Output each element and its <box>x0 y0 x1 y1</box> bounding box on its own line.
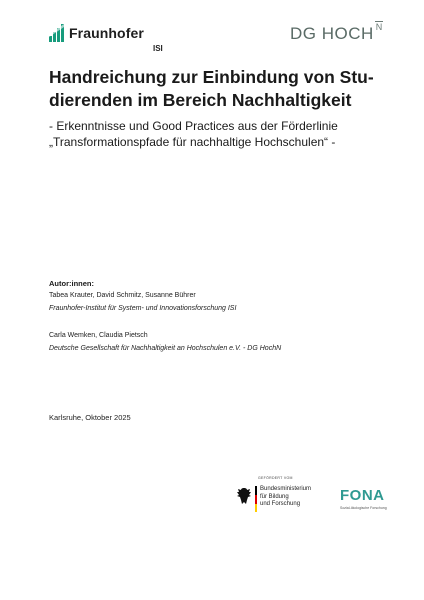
fona-logo <box>340 487 387 510</box>
subtitle-line: „Transformationspfade für nachhaltige Hochschulen“ - <box>49 135 336 149</box>
fona-text: FONA <box>340 487 385 504</box>
bmbf-line: und Forschung <box>260 501 301 507</box>
title-line: Handreichung zur Einbindung von Stu- <box>49 67 374 87</box>
fraunhofer-logo <box>49 24 163 54</box>
bmbf-line: Bundesministerium <box>260 486 312 492</box>
funded-by-label: GEFÖRDERT VOM <box>258 476 293 480</box>
author-institution: Deutsche Gesellschaft für Nachhaltigkeit an Hochschulen e.V. - DG HochN <box>49 345 282 352</box>
author-names: Tabea Krauter, David Schmitz, Susanne Bührer <box>49 292 196 299</box>
fona-subtitle: Sozial-ökologische Forschung <box>340 506 387 510</box>
bmbf-line: für Bildung <box>260 493 289 500</box>
title-line: dierenden im Bereich Nachhaltigkeit <box>49 90 352 110</box>
dg-hochn-text: DG HOCH <box>290 24 374 43</box>
flag-stripe <box>255 486 257 512</box>
bmbf-logo <box>236 486 326 516</box>
place-date: Karlsruhe, Oktober 2025 <box>49 413 131 422</box>
authors-label: Autor:innen: <box>49 279 94 288</box>
subtitle-line: - Erkenntnisse und Good Practices aus der Förderlinie <box>49 119 338 133</box>
eagle-icon <box>236 486 252 506</box>
author-names: Carla Wemken, Claudia Pietsch <box>49 332 148 339</box>
fraunhofer-sub: ISI <box>153 44 163 53</box>
fraunhofer-name: Fraunhofer <box>69 25 144 41</box>
dg-hochn-superscript: N <box>375 22 383 32</box>
document-title <box>49 66 389 112</box>
fraunhofer-mark-icon <box>49 24 67 42</box>
author-institution: Fraunhofer-Institut für System- und Innovationsforschung ISI <box>49 305 237 312</box>
bmbf-text <box>260 486 311 509</box>
dg-hochn-logo <box>290 24 383 44</box>
document-subtitle <box>49 118 409 150</box>
